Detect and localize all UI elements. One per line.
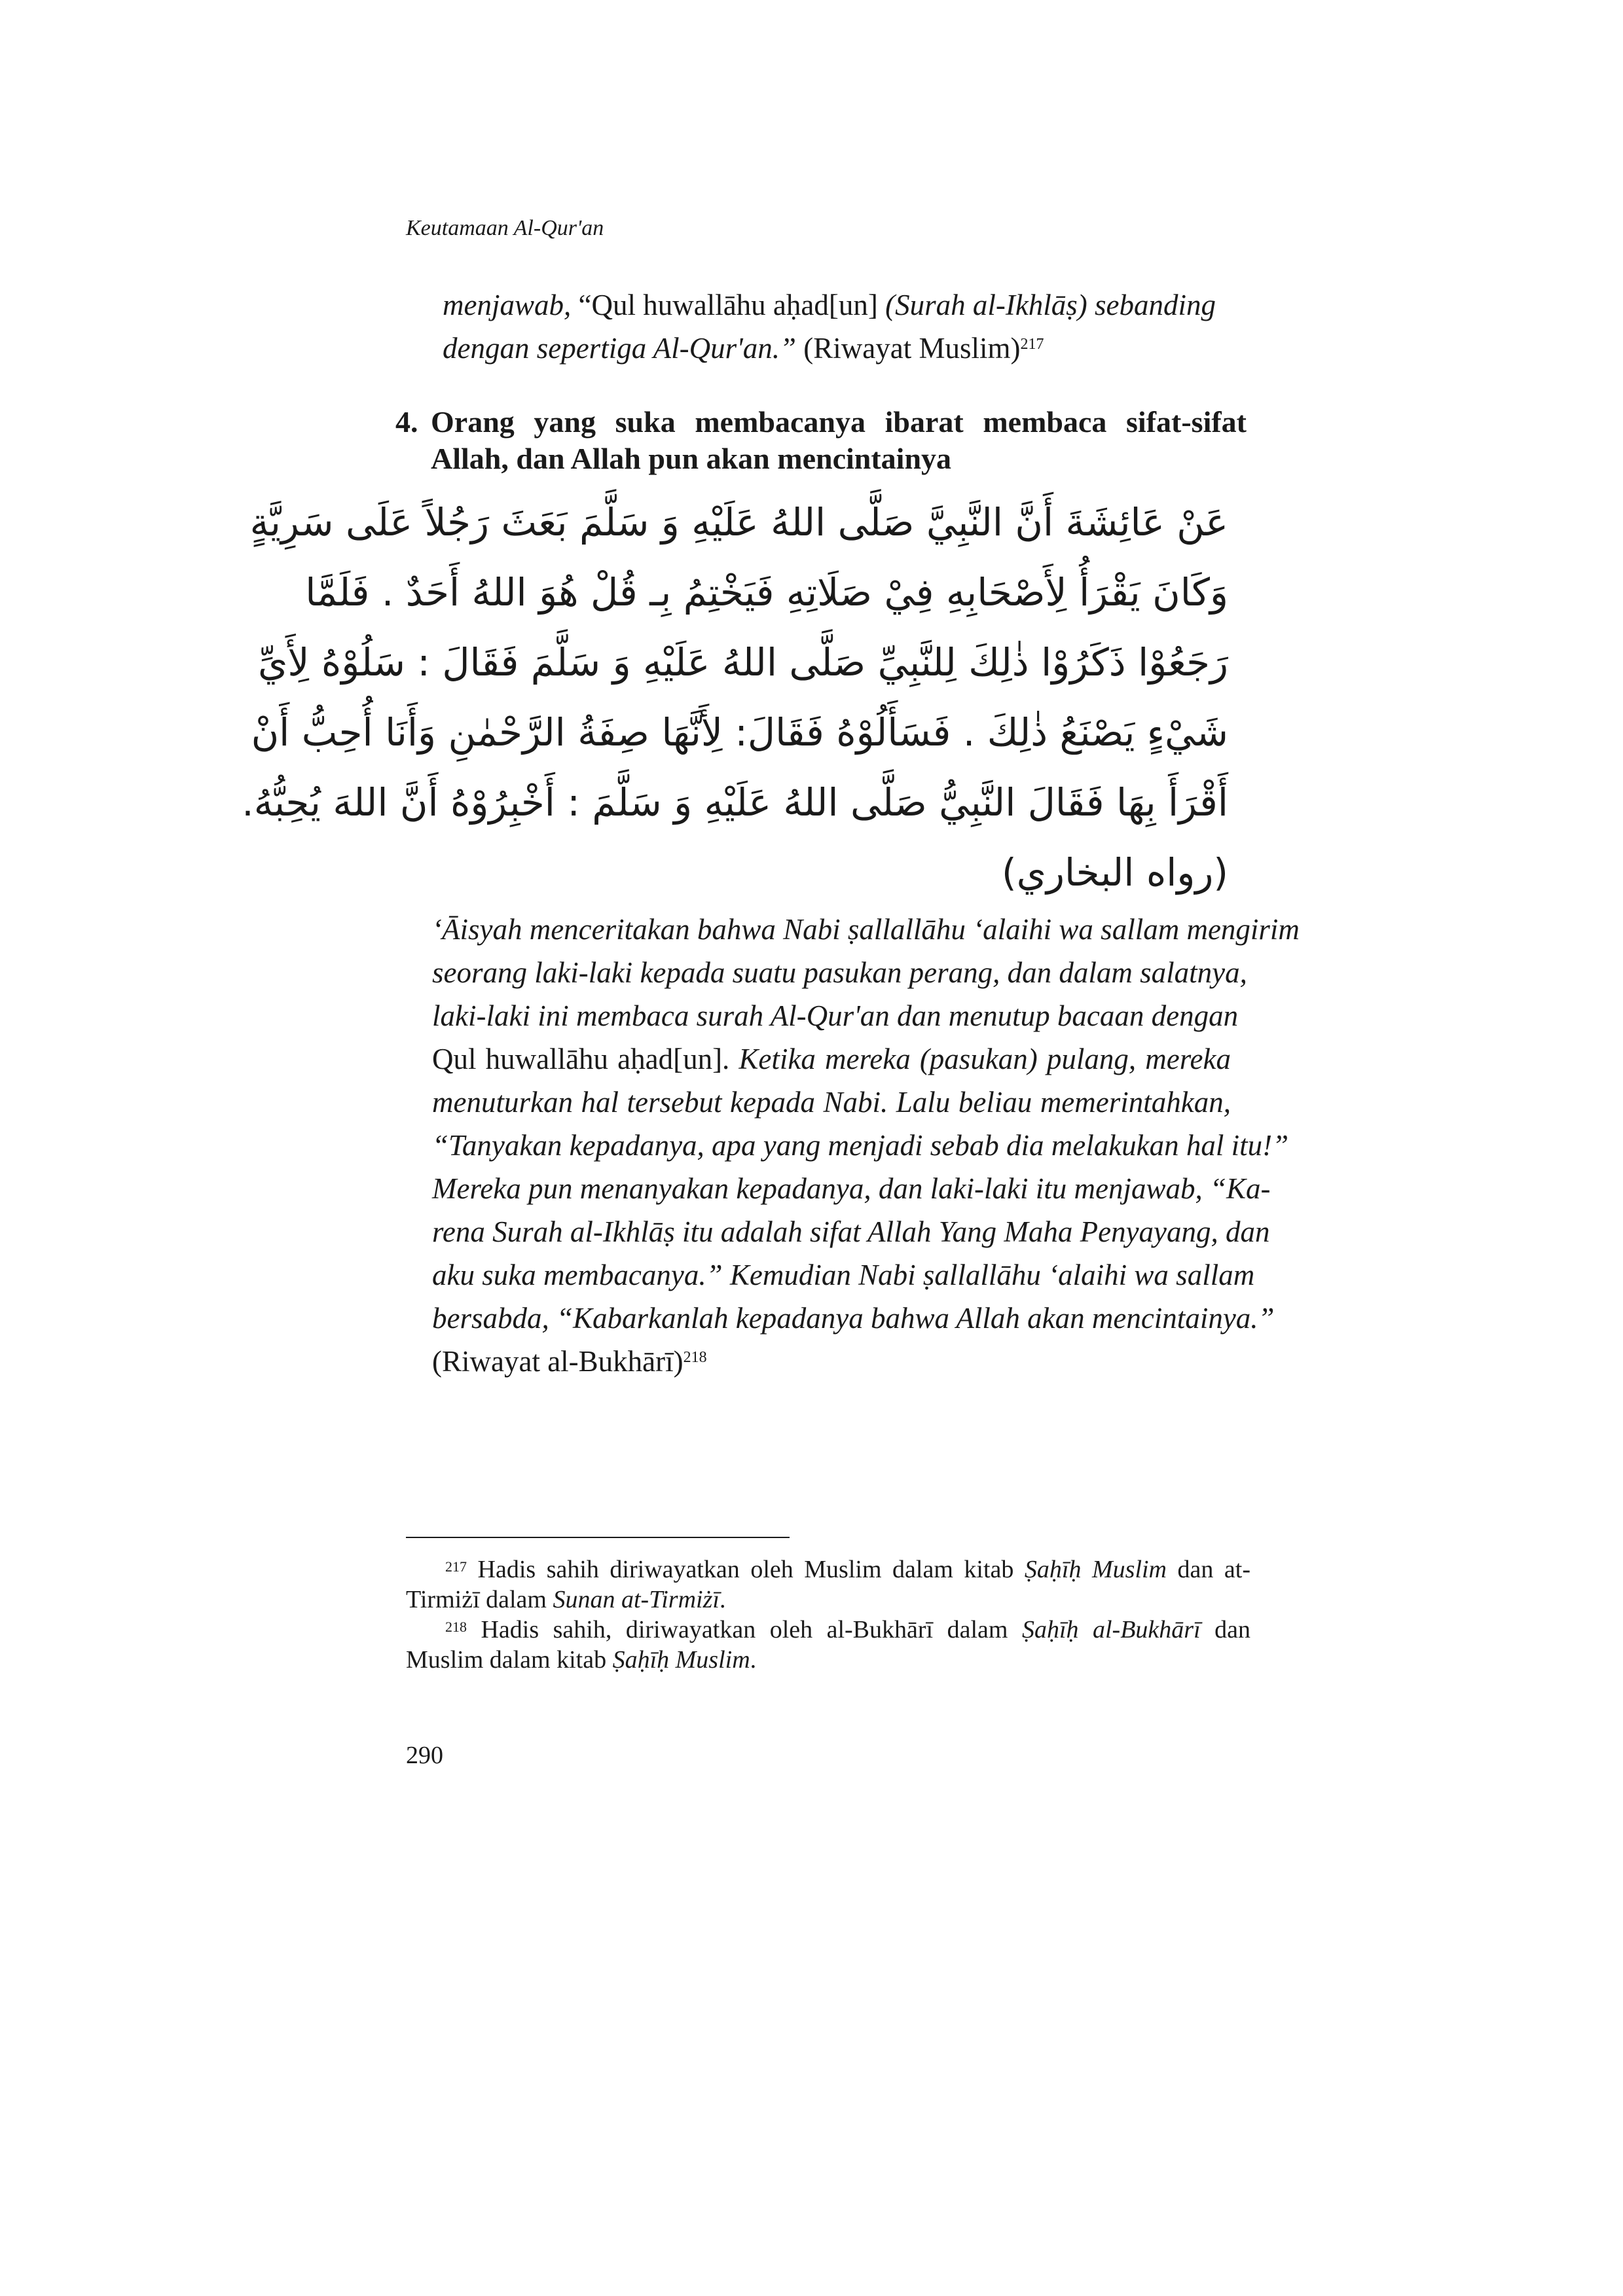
translation-line-6: “Tanyakan kepadanya, apa yang menjadi sebab dia melakukan hal itu!” (432, 1129, 1289, 1162)
footnote-ref-217[interactable]: 217 (1020, 336, 1044, 353)
arabic-line-4: شَيْءٍ يَصْنَعُ ذٰلِكَ . فَسَأَلُوْهُ فَقَالَ: لِأَنَّهَا صِفَةُ الرَّحْمٰنِ وَأَنَا أُحِبُّ أَنْ (251, 710, 1228, 755)
footnote-217-line-1 (406, 1554, 1250, 1585)
translation-line-3: laki-laki ini membaca surah Al-Qur'an dan menutup bacaan dengan (432, 999, 1239, 1032)
arabic-line-5: أَقْرَأَ بِهَا فَقَالَ النَّبِيُّ صَلَّى اللهُ عَلَيْهِ وَ سَلَّمَ : أَخْبِرُوْهُ أَنَّ اللهَ يُحِبُّهُ. (242, 780, 1228, 825)
section-title: Orang yang suka membacanya ibarat membaca sifat-sifat Allah, dan Allah pun akan mencintainya (431, 405, 1247, 475)
arabic-hadith (242, 488, 1228, 908)
intro-italic-1: menjawab, (443, 289, 579, 321)
translation-line-10: bersabda, “Kabarkanlah kepadanya bahwa Allah akan mencintainya.” (432, 1302, 1275, 1335)
arabic-line-2: وَكَانَ يَقْرَأُ لِأَصْحَابِهِ فِيْ صَلَاتِهِ فَيَخْتِمُ بِـ قُلْ هُوَ اللهُ أَحَدٌ . فَلَمَّا (305, 570, 1228, 615)
footnote-217-number: 217 (445, 1558, 467, 1575)
section-heading (395, 404, 1247, 477)
footnote-217-line-2 (406, 1585, 1250, 1615)
footnote-217-book-2: Sunan at-Tirmiżī (553, 1586, 720, 1613)
translation-line-5: menuturkan hal tersebut kepada Nabi. Lalu beliau memerintahkan, (432, 1086, 1231, 1119)
footnote-218-line-2 (406, 1645, 1250, 1675)
footnote-218-tail-2: . (750, 1646, 757, 1674)
footnote-218-line-1 (406, 1615, 1250, 1645)
footnote-218-number: 218 (445, 1619, 467, 1635)
intro-line-1 (443, 283, 1228, 327)
arabic-source: (رواه البخاري) (1001, 850, 1228, 895)
translation-line-9: aku suka membacanya.” Kemudian Nabi ṣallallāhu ‘alaihi wa sallam (432, 1259, 1255, 1291)
footnote-217-text: Hadis sahih diriwayatkan oleh Muslim dalam kitab (467, 1556, 1025, 1583)
footnote-218-tail: dan (1200, 1616, 1250, 1643)
footnote-218-text: Hadis sahih, diriwayatkan oleh al-Bukhārī dalam (467, 1616, 1022, 1643)
section-number: 4. (395, 405, 418, 439)
translation-line-1: ‘Āisyah menceritakan bahwa Nabi ṣallallāhu ‘alaihi wa sallam mengirim (432, 913, 1300, 946)
translation-line-2: seorang laki-laki kepada suatu pasukan perang, dan dalam salatnya, (432, 956, 1247, 989)
footnote-218-book-2: Ṣaḥīḥ Muslim (612, 1646, 750, 1674)
footnote-217-tail: dan at- (1167, 1556, 1251, 1583)
running-header: Keutamaan Al-Qur'an (406, 216, 604, 240)
arabic-line-1: عَنْ عَائِشَةَ أَنَّ النَّبِيَّ صَلَّى اللهُ عَلَيْهِ وَ سَلَّمَ بَعَثَ رَجُلاً عَلَى سَرِيَّةٍ (249, 500, 1228, 545)
footnote-218 (406, 1615, 1250, 1675)
footnote-218-book: Ṣaḥīḥ al-Bukhārī (1021, 1616, 1201, 1643)
arabic-line-3: رَجَعُوْا ذَكَرُوْا ذٰلِكَ لِلنَّبِيِّ صَلَّى اللهُ عَلَيْهِ وَ سَلَّمَ فَقَالَ : سَلُوْهُ لِأَيِّ (257, 640, 1228, 685)
footnote-separator (406, 1537, 790, 1538)
translation-italic: Ketika mereka (pasukan) pulang, mereka (739, 1043, 1231, 1075)
footnote-217-tail-2: . (719, 1586, 726, 1613)
footnote-217-text-2: Tirmiżī dalam (406, 1586, 553, 1613)
translation-line-4 (432, 1037, 1231, 1081)
translation-roman: Qul huwallāhu aḥad[un]. (432, 1043, 739, 1075)
footnote-217-book: Ṣaḥīḥ Muslim (1024, 1556, 1167, 1583)
page-number: 290 (406, 1742, 443, 1769)
footnotes (406, 1554, 1250, 1675)
translation-paragraph (432, 908, 1300, 1383)
footnote-218-text-2: Muslim dalam kitab (406, 1646, 613, 1674)
footnote-217 (406, 1554, 1250, 1615)
translation-source-text: (Riwayat al-Bukhārī) (432, 1345, 684, 1378)
intro-line-2 (443, 327, 1228, 370)
translation-line-7: Mereka pun menanyakan kepadanya, dan laki-laki itu menjawab, “Ka- (432, 1172, 1271, 1205)
intro-paragraph (443, 283, 1228, 370)
intro-italic-2: (Surah al-Ikhlāṣ) sebanding (885, 289, 1216, 321)
intro-roman-1: “Qul huwallāhu aḥad[un] (578, 289, 886, 321)
translation-line-8: rena Surah al-Ikhlāṣ itu adalah sifat Allah Yang Maha Penyayang, dan (432, 1215, 1270, 1248)
intro-italic-3: dengan sepertiga Al-Qur'an.” (443, 332, 797, 365)
footnote-ref-218[interactable]: 218 (683, 1349, 707, 1366)
translation-source (432, 1340, 1231, 1383)
intro-roman-2: (Riwayat Muslim) (796, 332, 1021, 365)
